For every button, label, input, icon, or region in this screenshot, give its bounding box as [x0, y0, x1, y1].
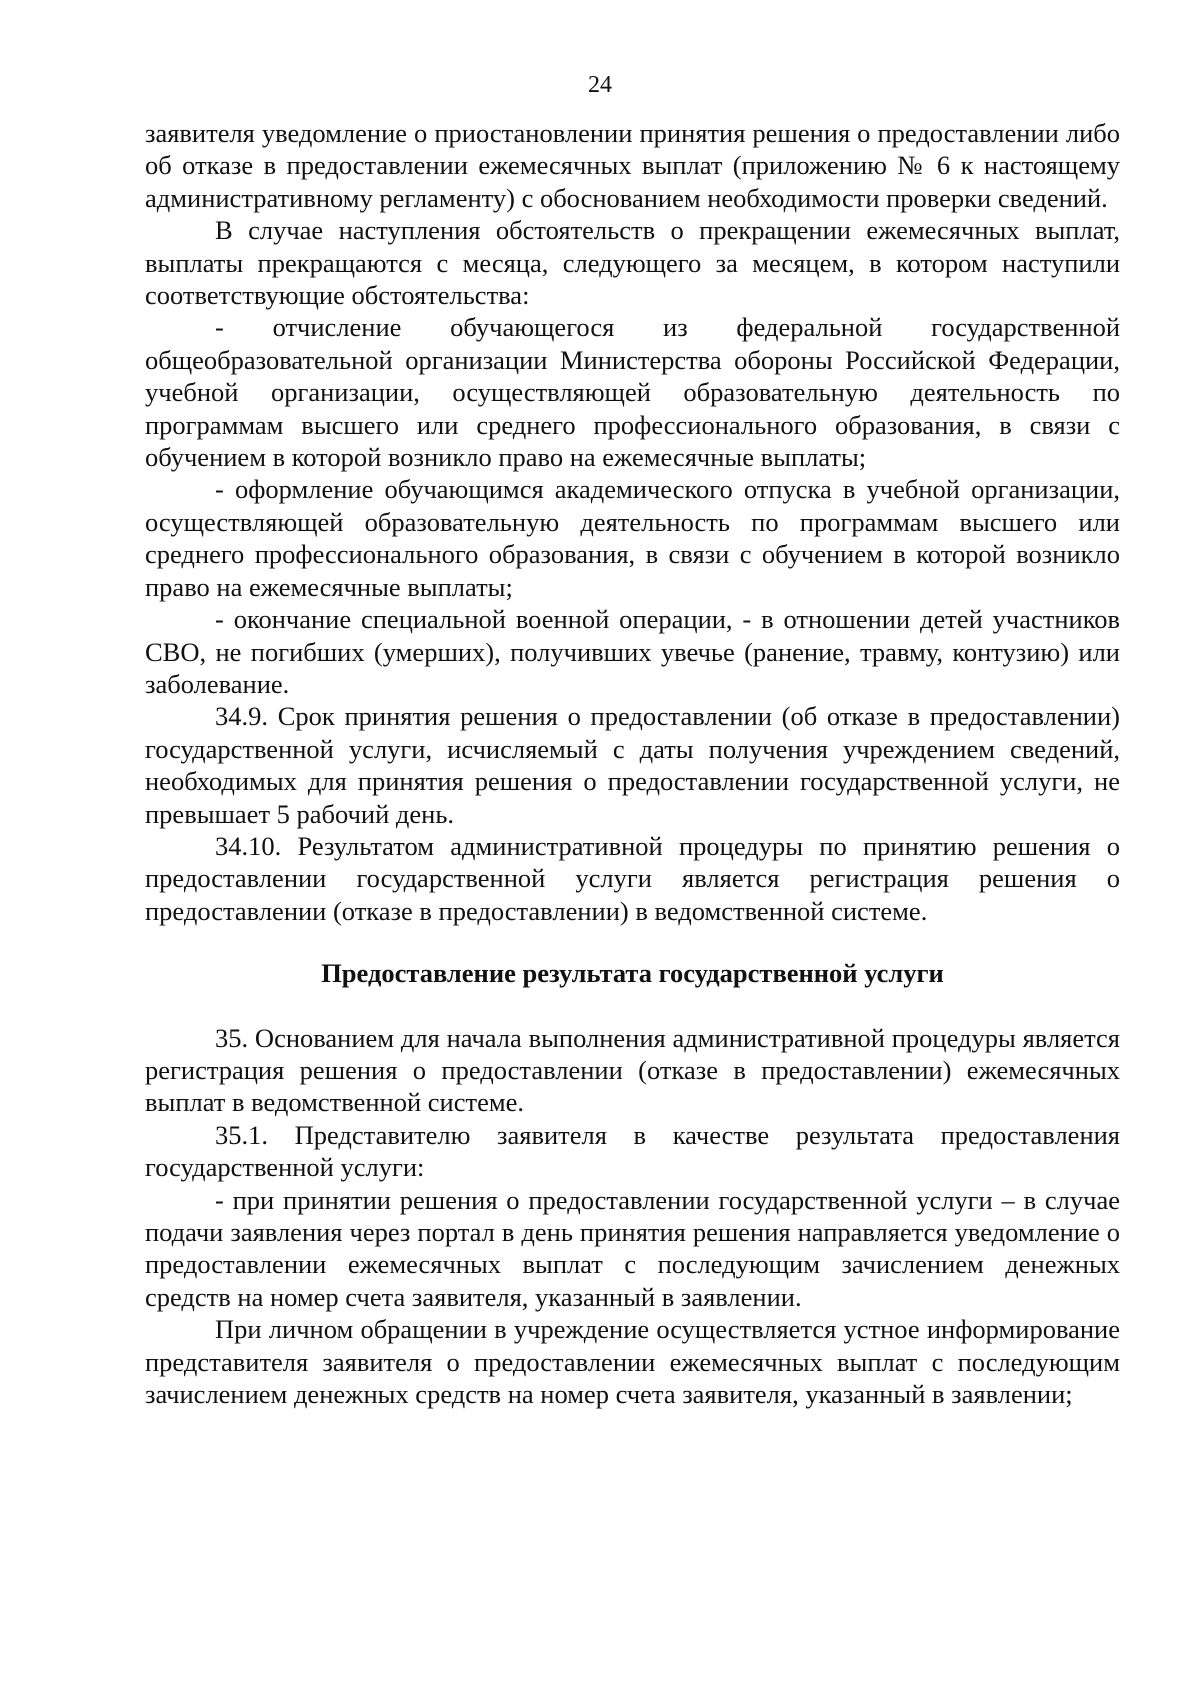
document-body — [145, 117, 1120, 1410]
paragraph-personal-visit: При личном обращении в учреждение осуществляется устное информирование представителя заявителя о предоставлении ежемесячных выплат с последующим зачислением денежных средств на номер счета заявителя, указанный в заявлении; — [145, 1314, 1120, 1410]
section-heading: Предоставление результата государственной услуги — [321, 958, 944, 989]
page-number: 24 — [588, 72, 612, 98]
list-item-portal-notification: - при принятии решения о предоставлении государственной услуги – в случае подачи заявления через портал в день принятия решения направляется уведомление о предоставлении ежемесячных выплат с последующим зачислением денежных средств на номер счета заявителя, указанный в заявлении. — [145, 1184, 1120, 1312]
list-item-svo-end: - окончание специальной военной операции, - в отношении детей участников СВО, не погибших (умерших), получивших увечье (ранение, травму, контузию) или заболевание. — [145, 604, 1120, 699]
paragraph-34-9: 34.9. Срок принятия решения о предоставлении (об отказе в предоставлении) государственной услуги, исчисляемый с даты получения учреждением сведений, необходимых для принятия решения о предоставлении государственной услуги, не превышает 5 рабочий день. — [145, 701, 1120, 829]
list-item-academic-leave: - оформление обучающимся академического отпуска в учебной организации, осуществляющей образовательную деятельность по программам высшего или среднего профессионального образования, в связи с обучением в которой возникло право на ежемесячные выплаты; — [145, 474, 1120, 602]
paragraph-35: 35. Основанием для начала выполнения административной процедуры является регистрация решения о предоставлении (отказе в предоставлении) ежемесячных выплат в ведомственной системе. — [145, 1022, 1120, 1118]
paragraph-termination-cases: В случае наступления обстоятельств о прекращении ежемесячных выплат, выплаты прекращаются с месяца, следующего за месяцем, в котором наступили соответствующие обстоятельства: — [145, 215, 1120, 311]
paragraph-continuation: заявителя уведомление о приостановлении принятия решения о предоставлении либо об отказе в предоставлении ежемесячных выплат (приложению № 6 к настоящему административному регламенту) с обоснованием необходимости проверки сведений. — [145, 118, 1120, 213]
list-item-expulsion: - отчисление обучающегося из федеральной государственной общеобразовательной организации Министерства обороны Российской Федерации, учебной организации, осуществляющей образовательную деятельность по программам высшего или среднего профессионального образования, в связи с обучением в которой возникло право на ежемесячные выплаты; — [145, 312, 1120, 473]
paragraph-34-10: 34.10. Результатом административной процедуры по принятию решения о предоставлении государственной услуги является регистрация решения о предоставлении (отказе в предоставлении) в ведомственной системе. — [145, 830, 1120, 926]
paragraph-35-1: 35.1. Представителю заявителя в качестве результата предоставления государственной услуги: — [145, 1119, 1120, 1183]
